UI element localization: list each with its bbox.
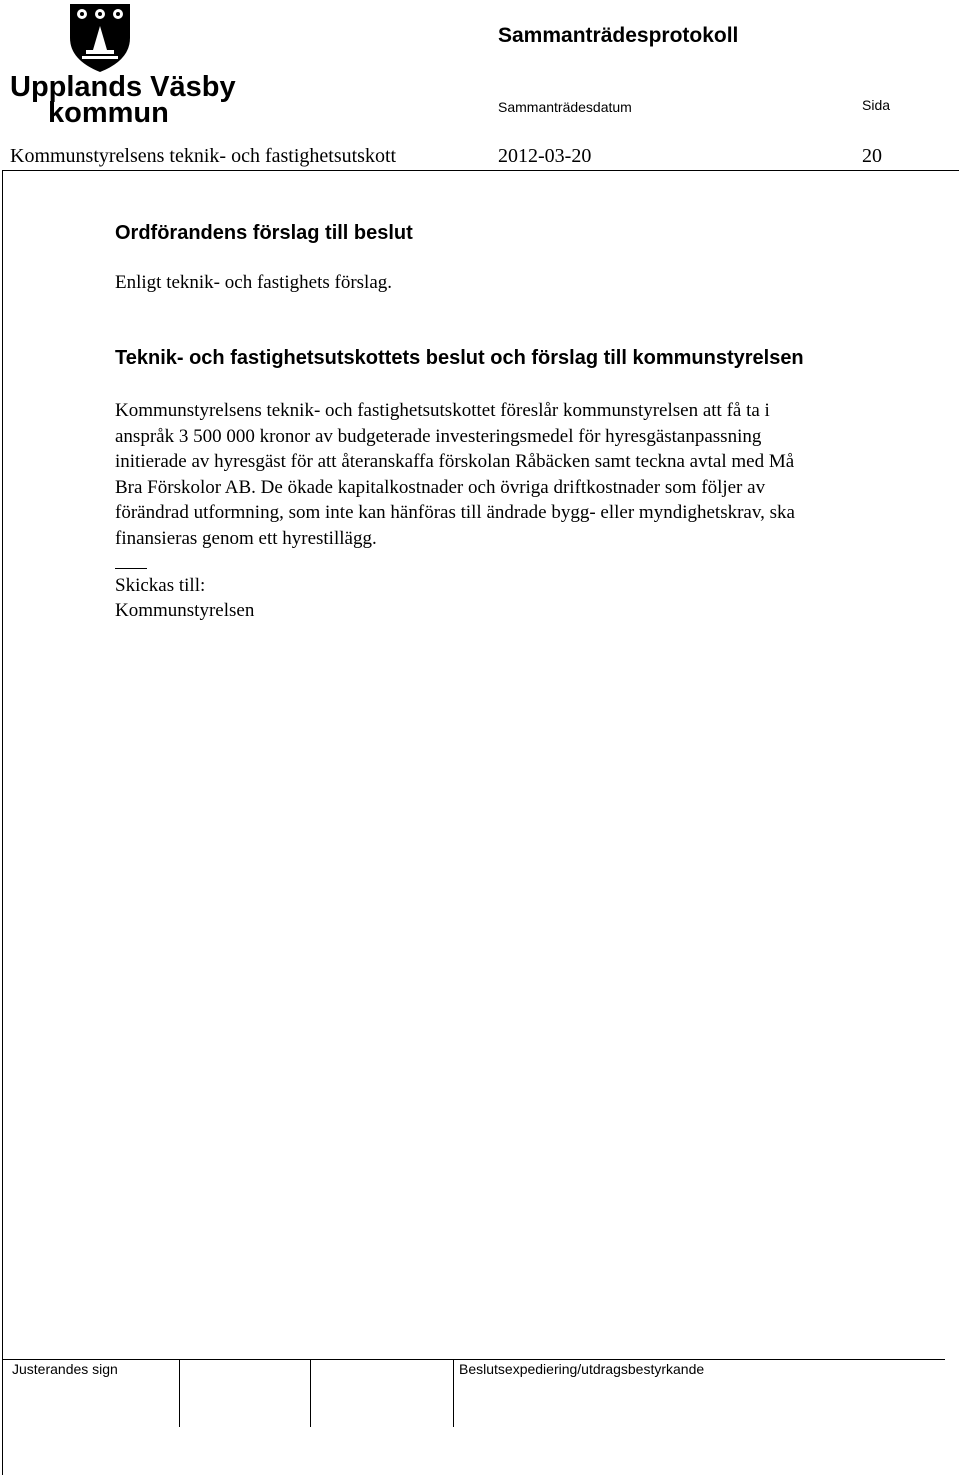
footer-separator-3 (453, 1359, 454, 1427)
section-heading-proposal: Ordförandens förslag till beslut (115, 222, 413, 244)
decision-line: Bra Förskolor AB. De ökade kapitalkostnader och övriga driftkostnader som följer av (115, 476, 766, 498)
committee-name: Kommunstyrelsens teknik- och fastighetsutskott (10, 145, 397, 167)
dispatch-certification-label: Beslutsexpediering/utdragsbestyrkande (459, 1361, 705, 1377)
decision-line: anspråk 3 500 000 kronor av budgeterade investeringsmedel för hyresgästanpassning (115, 425, 762, 447)
logo-line1: Upplands Väsby (10, 71, 236, 103)
document-type-title: Sammanträdesprotokoll (498, 24, 739, 47)
page-number: 20 (862, 145, 882, 167)
header-divider (2, 170, 959, 171)
meeting-date-label: Sammanträdesdatum (498, 99, 632, 115)
section-heading-decision: Teknik- och fastighetsutskottets beslut och förslag till kommunstyrelsen (115, 347, 804, 369)
sent-to-recipient: Kommunstyrelsen (115, 600, 255, 621)
decision-line: förändrad utformning, som inte kan hänföras till ändrade bygg- eller myndighetskrav, ska (115, 502, 795, 523)
footer-separator-1 (179, 1359, 180, 1427)
adjuster-signature-label: Justerandes sign (12, 1361, 118, 1377)
section-text-proposal: Enligt teknik- och fastighets förslag. (115, 272, 393, 293)
decision-line: initierade av hyresgäst för att återanskaffa förskolan Råbäcken samt teckna avtal med Må (115, 451, 795, 472)
short-rule (115, 568, 147, 569)
decision-body (115, 398, 915, 551)
coat-of-arms-icon (8, 2, 236, 129)
page-label: Sida (862, 97, 891, 113)
footer-divider (2, 1359, 945, 1360)
decision-line: finansieras genom ett hyrestillägg. (115, 527, 377, 549)
municipality-logo (8, 2, 236, 129)
logo-line2: kommun (48, 97, 169, 129)
meeting-date: 2012-03-20 (498, 145, 592, 167)
decision-line: Kommunstyrelsens teknik- och fastighetsutskottet föreslår kommunstyrelsen att få ta i (115, 400, 770, 421)
left-margin-rule (2, 170, 3, 1475)
footer-separator-2 (310, 1359, 311, 1427)
sent-to-label: Skickas till: (115, 575, 206, 596)
